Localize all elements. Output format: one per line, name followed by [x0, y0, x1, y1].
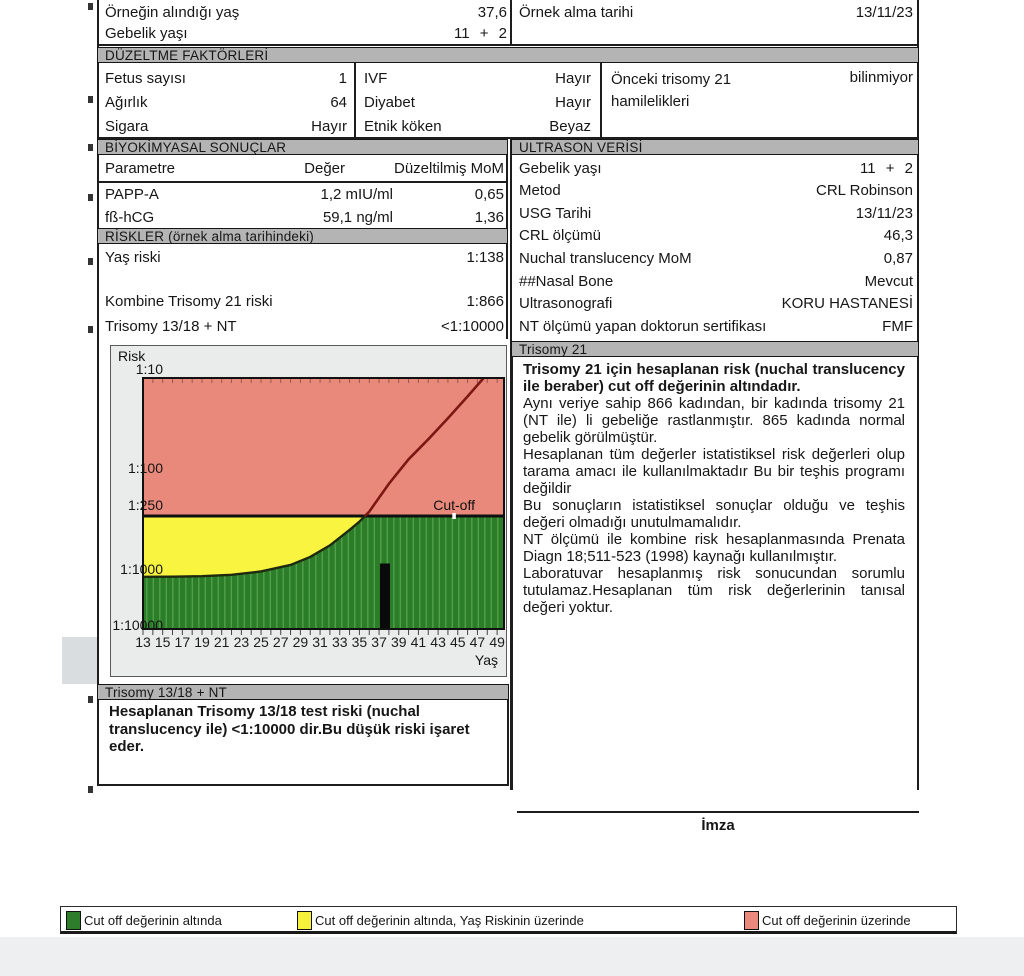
legend-swatch: [66, 911, 81, 930]
x-tick-label: 31: [312, 634, 328, 650]
row-label: Yaş riski: [105, 249, 161, 266]
scan-shadow: [62, 637, 97, 684]
factors-divider-2: [600, 63, 602, 138]
top-cell-divider: [510, 0, 512, 46]
scan-artifact: [88, 3, 93, 10]
row-value: FMF: [882, 317, 913, 335]
row-label: Önceki trisomy 21 hamilelikleri: [611, 71, 732, 110]
table-row: [519, 225, 913, 248]
legend-item: [297, 910, 584, 930]
cutoff-label: Cut-off: [433, 497, 475, 513]
x-tick-label: 49: [489, 634, 505, 650]
row-value: Hayır: [555, 93, 591, 111]
row-value: 1:138: [466, 249, 504, 266]
patient-risk-marker: [380, 563, 390, 629]
signature-label: İmza: [701, 817, 735, 834]
table-row: [97, 186, 508, 207]
signature-line: [517, 811, 919, 813]
trisomy21-conclusion: Trisomy 21 için hesaplanan risk (nuchal translucency ile beraber) cut off değerinin altındadır.: [523, 361, 905, 395]
row-value: 37,6: [477, 4, 507, 21]
column-header: Değer: [304, 160, 345, 177]
section-header-label: DÜZELTME FAKTÖRLERİ: [105, 47, 269, 63]
row-label: Etnik köken: [364, 117, 442, 135]
table-row: [519, 315, 913, 338]
row-value: 1:866: [466, 293, 504, 310]
panel-paragraph: Laboratuvar hesaplanmış risk sonucundan sorumlu tutulamaz.Hesaplanan tüm risk değerlerinin tanısal değeri yoktur.: [523, 565, 905, 616]
table-row: [105, 249, 504, 270]
biochem-value: 59,1 ng/ml: [322, 209, 393, 226]
legend-item: [744, 910, 911, 930]
table-row: [105, 2, 507, 23]
row-value: 46,3: [883, 227, 913, 245]
table-row: [105, 318, 504, 339]
row-value: Beyaz: [549, 117, 591, 135]
table-row: [519, 270, 913, 293]
biochem-mom: 1,36: [474, 209, 504, 226]
row-label: USG Tarihi: [519, 204, 592, 222]
table-row: [519, 157, 913, 180]
panel-paragraph: NT ölçümü ile kombine risk hesaplanmasında Prenata Diagn 18;511-523 (1998) kaynağı kullanılmıştır.: [523, 531, 905, 565]
trisomy1318-conclusion: Hesaplanan Trisomy 13/18 test riski (nuchal translucency ile) <1:10000 dir.Bu düşük riski işaret eder.: [109, 703, 470, 755]
biochem-param: PAPP-A: [105, 186, 159, 203]
row-value: Hayır: [311, 117, 347, 135]
x-tick-label: 45: [449, 634, 466, 650]
biochem-value: 1,2 mIU/ml: [320, 186, 393, 203]
row-value: Hayır: [555, 69, 591, 87]
region-above-cutoff: [143, 378, 504, 516]
y-tick-label: 1:100: [127, 460, 163, 476]
legend-item-label: Cut off değerinin altında: [84, 912, 222, 928]
row-label: Metod: [519, 182, 561, 200]
row-value: Mevcut: [864, 272, 913, 290]
cutoff-tick-mark: [452, 513, 456, 519]
table-row: [105, 66, 347, 90]
chart-y-axis-title: Risk: [118, 348, 146, 364]
scan-artifact: [88, 696, 93, 703]
row-value: KORU HASTANESİ: [781, 295, 913, 313]
legend-item: [66, 910, 222, 930]
correction-col1: [105, 66, 347, 138]
trisomy21-text-panel: [511, 357, 919, 790]
section-header-trisomy1318: [97, 684, 509, 700]
row-label: Fetus sayısı: [105, 69, 186, 87]
row-label: CRL ölçümü: [519, 227, 601, 245]
table-row: [519, 247, 913, 270]
panel-paragraph: Aynı veriye sahip 866 kadından, bir kadında trisomy 21 (NT ile) li gebeliğe rastlanmıştır. 865 kadında normal gebelik görülmüştür.: [523, 395, 905, 446]
row-value: 64: [330, 93, 347, 111]
panel-paragraph: Bu sonuçların istatistiksel sonuçlar olduğu ve teşhis değeri olmadığı unutulmamalıdır.: [523, 497, 905, 531]
section-header-risks: [97, 228, 508, 244]
row-label: Gebelik yaşı: [105, 25, 188, 42]
x-tick-label: 13: [135, 634, 151, 650]
section-header-ultrasound: [511, 139, 919, 155]
section-header-label: BİYOKİMYASAL SONUÇLAR: [105, 139, 287, 155]
legend-swatch: [297, 911, 312, 930]
biochem-column-headers: [97, 160, 508, 181]
top-section-bottom-border: [97, 44, 919, 46]
column-header: Parametre: [105, 160, 176, 177]
y-tick-label: 1:10: [135, 361, 163, 377]
scan-artifact: [88, 144, 93, 151]
row-value: 0,87: [883, 249, 913, 267]
y-tick-label: 1:1000: [120, 561, 163, 577]
row-label: Ağırlık: [105, 93, 148, 111]
ultrasound-table: [519, 157, 913, 339]
x-tick-label: 19: [194, 634, 210, 650]
row-value: 13/11/23: [855, 204, 913, 222]
row-label: Nuchal translucency MoM: [519, 249, 692, 267]
section-header-label: Trisomy 13/18 + NT: [105, 684, 228, 700]
row-label: ##Nasal Bone: [519, 272, 614, 290]
trisomy1318-text-panel: [97, 700, 509, 786]
correction-col2: [364, 66, 591, 138]
row-label: Gebelik yaşı: [519, 159, 602, 177]
row-value: CRL Robinson: [816, 182, 913, 200]
scan-artifact: [88, 194, 93, 201]
table-row: [519, 292, 913, 315]
x-tick-label: 41: [410, 634, 427, 650]
panel-paragraph: Hesaplanan tüm değerler istatistiksel risk değerleri olup tarama amacı ile kullanılmaktadır Bu bir teşhis programı değildir: [523, 446, 905, 497]
x-tick-label: 47: [469, 634, 486, 650]
row-label: Örnek alma tarihi: [519, 4, 634, 21]
row-value: 11 + 2: [453, 25, 507, 42]
x-tick-label: 15: [154, 634, 171, 650]
row-label: NT ölçümü yapan doktorun sertifikası: [519, 317, 767, 335]
row-label: Ultrasonografi: [519, 295, 613, 313]
legend-swatch: [744, 911, 759, 930]
factors-divider-1: [354, 63, 356, 138]
table-row: [364, 66, 591, 90]
section-header-label: ULTRASON VERİSİ: [519, 139, 643, 155]
row-label: Diyabet: [364, 93, 415, 111]
risk-chart-canvas: [111, 346, 508, 678]
x-tick-label: 29: [292, 634, 309, 650]
table-row: [97, 209, 508, 230]
row-value: <1:10000: [441, 318, 504, 335]
column-header: Düzeltilmiş MoM: [393, 160, 504, 177]
page-bottom-edge: [0, 937, 1024, 976]
section-header-trisomy21: [511, 341, 919, 357]
sample-info-right: [519, 2, 913, 23]
scan-artifact: [88, 326, 93, 333]
section-header-label: RİSKLER (örnek alma tarihindeki): [105, 228, 314, 244]
outer-left-border: [97, 0, 99, 700]
x-tick-label: 21: [213, 634, 230, 650]
x-tick-label: 35: [351, 634, 368, 650]
sample-info-left: [105, 2, 507, 44]
x-tick-label: 25: [253, 634, 269, 650]
risks-table: [97, 244, 508, 340]
x-tick-label: 23: [233, 634, 250, 650]
biochem-mom: 0,65: [474, 186, 504, 203]
x-tick-label: 39: [390, 634, 407, 650]
risk-age-chart: [110, 345, 507, 677]
x-tick-label: 27: [272, 634, 289, 650]
scan-artifact: [88, 96, 93, 103]
table-row: [105, 114, 347, 138]
section-header-biochem: [97, 139, 508, 155]
biochem-table: [97, 158, 508, 233]
y-tick-label: 1:10000: [112, 617, 163, 633]
table-row: [519, 180, 913, 203]
biochem-param: fß-hCG: [105, 209, 155, 226]
table-row: [519, 2, 913, 23]
x-tick-label: 17: [174, 634, 191, 650]
table-row: [364, 114, 591, 138]
x-tick-label: 33: [331, 634, 348, 650]
table-row: [519, 202, 913, 225]
table-row: [105, 23, 507, 44]
y-tick-label: 1:250: [127, 497, 163, 513]
table-row: [105, 90, 347, 114]
section-header-label: Trisomy 21: [519, 341, 588, 357]
legend-item-label: Cut off değerinin altında, Yaş Riskinin üzerinde: [315, 912, 584, 928]
row-label: Sigara: [105, 117, 149, 135]
row-value: 11 + 2: [859, 159, 913, 177]
section-header-correction-factors: [97, 47, 919, 63]
row-label: Kombine Trisomy 21 riski: [105, 293, 273, 310]
row-value: bilinmiyor: [849, 69, 913, 86]
table-row: [364, 90, 591, 114]
row-value: 13/11/23: [855, 4, 913, 21]
x-tick-label: 43: [430, 634, 446, 650]
row-label: Örneğin alındığı yaş: [105, 4, 240, 21]
legend-item-label: Cut off değerinin üzerinde: [762, 912, 911, 928]
scan-artifact: [88, 258, 93, 265]
chart-legend: [60, 906, 957, 934]
row-label: Trisomy 13/18 + NT: [105, 318, 237, 335]
row-label: IVF: [364, 69, 388, 87]
table-row: [105, 293, 504, 314]
scan-artifact: [88, 786, 93, 793]
row-value: 1: [338, 69, 347, 87]
chart-x-axis-title: Yaş: [474, 652, 498, 668]
x-tick-label: 37: [371, 634, 387, 650]
